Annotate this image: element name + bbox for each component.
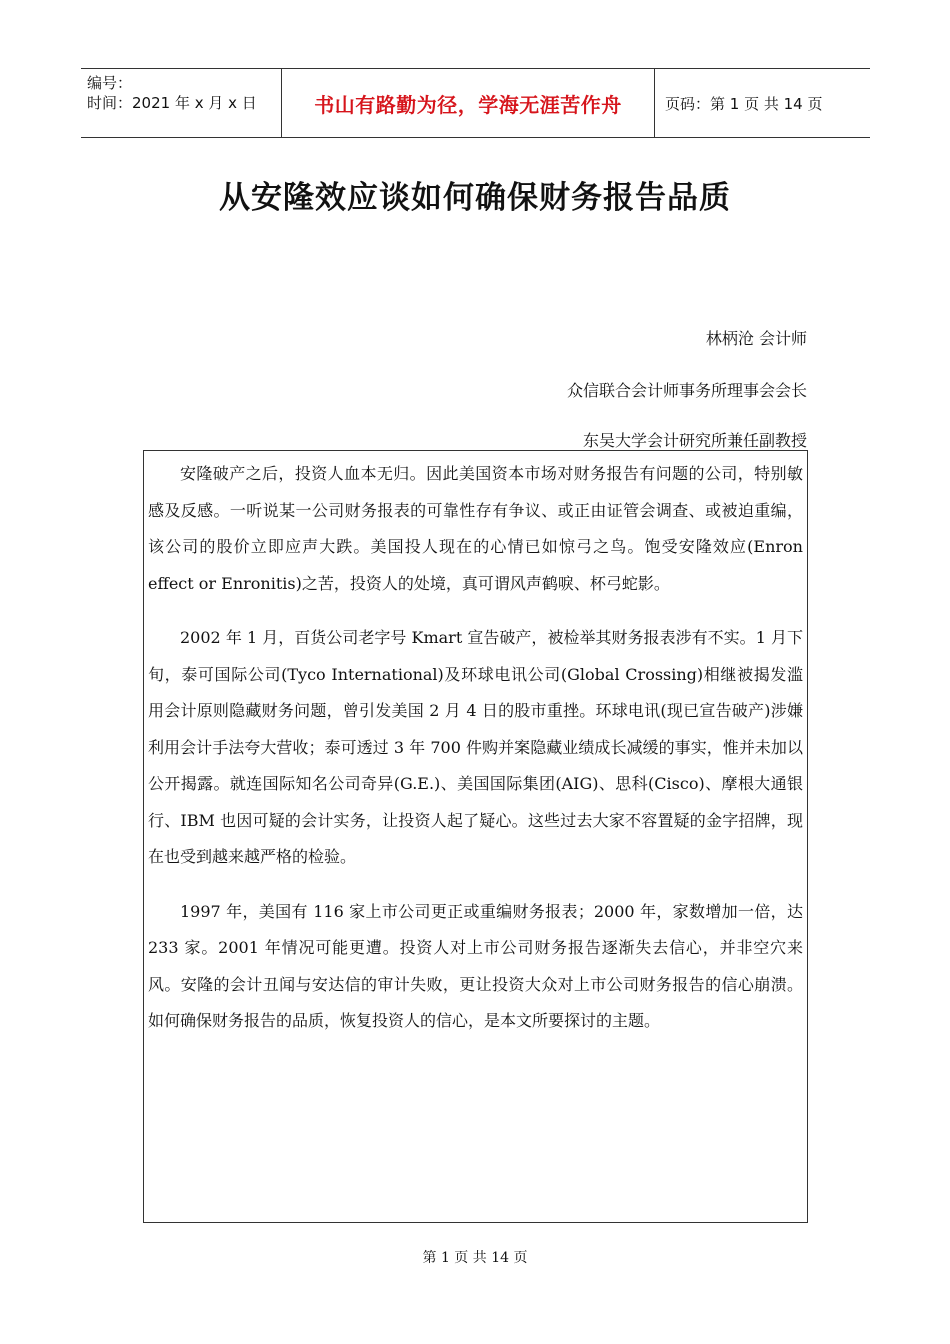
body-paragraph: 2002 年 1 月，百货公司老字号 Kmart 宣告破产，被检举其财务报表涉有不实。1 月下旬，泰可国际公司(Tyco International)及环球电讯公司(Global Crossing)相继被揭发滥用会计原则隐藏财务问题，曾引发美国 2 月 4 日的股市重挫。环球电讯(现已宣告破产)涉嫌利用会计手法夸大营收；泰可透过 3 年 700 件购并案隐藏业绩成长减缓的事实，惟并未加以公开揭露。就连国际知名公司奇异(G.E.)、美国国际集团(AIG)、思科(Cisco)、摩根大通银行、IBM 也因可疑的会计实务，让投资人起了疑心。这些过去大家不容置疑的金字招牌，现在也受到越来越严格的检验。 <box>148 628 803 866</box>
author-position-1: 众信联合会计师事务所理事会会长 <box>566 381 807 400</box>
header-motto-cell <box>281 69 655 137</box>
document-header <box>81 68 870 138</box>
page-footer: 第 1 页 共 14 页 <box>422 1250 528 1266</box>
document-time: 时间：2021 年 x 月 x 日 <box>87 94 257 112</box>
author-position-2: 东吴大学会计研究所兼任副教授 <box>582 431 807 450</box>
document-title: 从安隆效应谈如何确保财务报告品质 <box>219 180 731 216</box>
header-meta <box>81 69 281 137</box>
body-paragraph: 安隆破产之后，投资人血本无归。因此美国资本市场对财务报告有问题的公司，特别敏感及反感。一听说某一公司财务报表的可靠性存有争议、或正由证管会调查、或被迫重编，该公司的股价立即应声大跌。美国投人现在的心情已如惊弓之鸟。饱受安隆效应(Enron effect or Enronitis)之苦，投资人的处境，真可谓风声鹤唳、杯弓蛇影。 <box>148 464 803 593</box>
document-number-label: 编号： <box>87 74 133 92</box>
body-paragraph: 1997 年，美国有 116 家上市公司更正或重编财务报表；2000 年，家数增加一倍，达 233 家。2001 年情况可能更遭。投资人对上市公司财务报告逐渐失去信心，并非空穴来风。安隆的会计丑闻与安达信的审计失败，更让投资大众对上市公司财务报告的信心崩溃。如何确保财务报告的品质，恢复投资人的信心，是本文所要探讨的主题。 <box>148 901 803 1030</box>
author-name: 林柄沧 会计师 <box>705 329 807 348</box>
header-page-info: 页码：第 1 页 共 14 页 <box>665 94 823 113</box>
header-motto: 书山有路勤为径，学海无涯苦作舟 <box>314 92 622 117</box>
body-text-box <box>143 450 808 1223</box>
